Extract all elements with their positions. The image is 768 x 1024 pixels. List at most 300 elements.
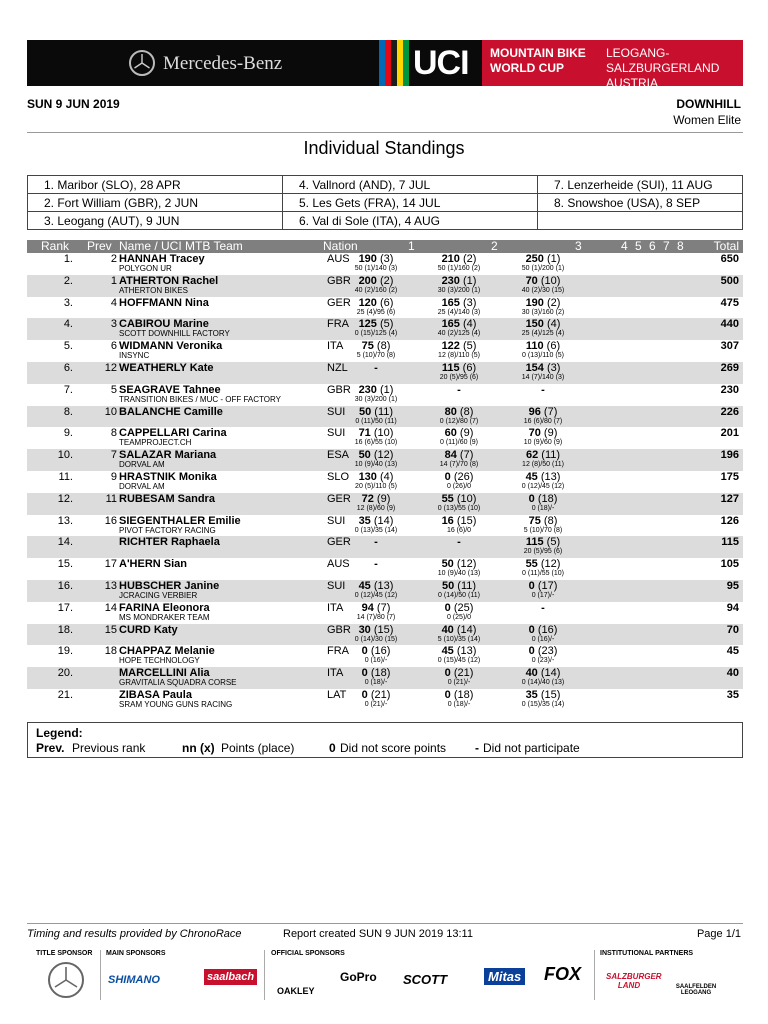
round-split-points: 0 (15)/35 (14) bbox=[521, 701, 565, 708]
rank: 2. bbox=[63, 274, 73, 287]
rank: 18. bbox=[57, 623, 73, 636]
total-points: 650 bbox=[720, 253, 739, 265]
points-value: 115 bbox=[441, 362, 460, 374]
rider-team: SCOTT DOWNHILL FACTORY bbox=[119, 329, 230, 339]
rider-team: DORVAL AM bbox=[119, 460, 165, 470]
points-place: (21) bbox=[453, 667, 474, 680]
round-split-points: 16 (6)/55 (10) bbox=[354, 439, 398, 447]
points-place: (1) bbox=[462, 274, 477, 287]
round-split-points: 10 (9)/40 (13) bbox=[354, 461, 398, 469]
round-split-points: 50 (1)/140 (3) bbox=[354, 265, 398, 272]
points-value: 96 bbox=[528, 405, 541, 418]
points-value: 190 bbox=[525, 296, 544, 309]
round-points bbox=[498, 384, 588, 396]
round-points bbox=[331, 493, 421, 505]
rider-nation: GER bbox=[327, 296, 351, 309]
venue-line-2: AUSTRIA bbox=[606, 76, 659, 90]
rank: 7. bbox=[63, 383, 73, 396]
report-created: Report created SUN 9 JUN 2019 13:11 bbox=[283, 928, 473, 940]
title-sponsor-label: TITLE SPONSOR bbox=[36, 950, 93, 957]
total-points: 127 bbox=[720, 492, 739, 505]
rider-name: HUBSCHER Janine bbox=[119, 580, 220, 592]
points-place: (11) bbox=[374, 405, 394, 418]
round-points bbox=[414, 689, 504, 701]
round-split-points: 0 (11)/55 (10) bbox=[522, 570, 564, 578]
table-row bbox=[27, 427, 743, 449]
points-place: (13) bbox=[540, 471, 561, 483]
round-split-points: 20 (5)/95 (6) bbox=[523, 548, 563, 556]
rider-nation: AUS bbox=[327, 558, 350, 571]
points-value: 55 bbox=[525, 558, 538, 571]
round-split-points: 0 (12)/80 (7) bbox=[439, 417, 479, 425]
points-place: (26) bbox=[453, 471, 474, 483]
previous-rank: 12 bbox=[104, 362, 117, 374]
header-divider bbox=[27, 132, 743, 133]
points-value: 50 bbox=[358, 405, 372, 418]
rank: 4. bbox=[63, 318, 73, 331]
sponsor-divider bbox=[264, 950, 265, 1000]
rider-nation: FRA bbox=[327, 645, 349, 658]
points-place: (18) bbox=[453, 689, 474, 701]
rank: 1. bbox=[63, 253, 73, 265]
round-points bbox=[331, 406, 421, 418]
points-value: 0 bbox=[444, 471, 451, 483]
round-split-points: 0 (13)/55 (10) bbox=[437, 504, 481, 512]
total-points: 500 bbox=[720, 274, 739, 287]
rider-name: HOFFMANN Nina bbox=[119, 296, 209, 309]
points-place: (8) bbox=[376, 340, 391, 353]
round-split-points: 0 (13)/35 (14) bbox=[354, 526, 398, 534]
round-points bbox=[331, 318, 421, 330]
rider-name: CHAPPAZ Melanie bbox=[119, 645, 215, 658]
rider-name: A'HERN Sian bbox=[119, 558, 188, 571]
standings-header bbox=[27, 240, 743, 253]
rider-name: SIEGENTHALER Emilie bbox=[119, 514, 241, 527]
round-split-points: 50 (1)/160 (2) bbox=[437, 265, 481, 272]
round-points bbox=[498, 362, 588, 374]
points-value: 0 bbox=[528, 580, 535, 592]
round-split-points: 16 (6)/0 bbox=[446, 526, 472, 534]
saalbach-logo: saalbach bbox=[204, 969, 257, 985]
round-points bbox=[414, 297, 504, 309]
legend-dash-key: - bbox=[475, 741, 479, 755]
points-value: 70 bbox=[525, 274, 538, 287]
round-split-points: 0 (12)/45 (12) bbox=[521, 483, 565, 490]
rider-name: WEATHERLY Kate bbox=[119, 362, 214, 374]
round-cell: 3. Leogang (AUT), 9 JUN bbox=[28, 212, 283, 230]
rider-nation: NZL bbox=[327, 362, 348, 374]
salzburgerland-logo: SALZBURGER LAND bbox=[606, 972, 662, 990]
table-row bbox=[27, 471, 743, 493]
points-place: (12) bbox=[540, 558, 561, 571]
points-value: 0 bbox=[361, 689, 368, 701]
round-points bbox=[331, 449, 421, 461]
rider-nation: FRA bbox=[327, 318, 349, 331]
round-points bbox=[331, 253, 421, 265]
table-row bbox=[27, 449, 743, 471]
main-sponsors-label: MAIN SPONSORS bbox=[106, 950, 166, 957]
points-value: 30 bbox=[358, 623, 371, 636]
points-place: (3) bbox=[546, 362, 561, 374]
points-place: (18) bbox=[537, 492, 558, 505]
points-value: 150 bbox=[525, 318, 544, 331]
rank: 6. bbox=[63, 362, 73, 374]
round-points bbox=[331, 689, 421, 701]
round-cell: 1. Maribor (SLO), 28 APR bbox=[28, 176, 283, 194]
previous-rank: 1 bbox=[110, 274, 117, 287]
points-value: 250 bbox=[525, 253, 544, 265]
round-cell: 7. Lenzerheide (SUI), 11 AUG bbox=[538, 176, 743, 194]
rider-nation: ITA bbox=[327, 667, 344, 680]
points-place: (11) bbox=[541, 449, 561, 462]
round-points bbox=[498, 253, 588, 265]
round-points bbox=[414, 515, 504, 527]
table-row bbox=[27, 384, 743, 406]
round-points bbox=[414, 645, 504, 657]
round-points bbox=[414, 624, 504, 636]
col-nation: Nation bbox=[323, 239, 358, 253]
rider-name: SALAZAR Mariana bbox=[119, 449, 217, 462]
total-points: 105 bbox=[720, 558, 739, 571]
round-split-points: 0 (13)/110 (5) bbox=[522, 352, 564, 360]
points-place: (15) bbox=[540, 689, 561, 701]
rounds-table bbox=[27, 175, 743, 230]
previous-rank: 18 bbox=[104, 645, 117, 658]
points-place: (1) bbox=[379, 383, 394, 396]
col-total: Total bbox=[713, 239, 739, 253]
table-row bbox=[27, 253, 743, 275]
round-points bbox=[498, 275, 588, 287]
legend-prev-key: Prev. bbox=[36, 741, 65, 755]
round-split-points: 0 (12)/45 (12) bbox=[354, 592, 398, 599]
round-points bbox=[498, 449, 588, 461]
rider-nation: SLO bbox=[327, 471, 350, 483]
table-row bbox=[27, 275, 743, 297]
rider-team: ATHERTON BIKES bbox=[119, 285, 188, 295]
round-split-points: 40 (2)/30 (15) bbox=[521, 286, 565, 294]
round-points bbox=[414, 362, 504, 374]
round-split-points: 12 (8)/50 (11) bbox=[522, 461, 564, 469]
points-value: 45 bbox=[525, 471, 538, 483]
mercedes-star-icon bbox=[129, 50, 155, 76]
table-row bbox=[27, 558, 743, 580]
round-split-points: 0 (18)/- bbox=[447, 701, 471, 708]
points-value: 0 bbox=[444, 689, 451, 701]
round-split-points: 0 (21)/- bbox=[447, 679, 471, 687]
round-points bbox=[414, 667, 504, 679]
points-place: (2) bbox=[462, 253, 477, 265]
total-points: 115 bbox=[721, 536, 739, 549]
points-value: 71 bbox=[358, 427, 371, 440]
round-points bbox=[414, 406, 504, 418]
points-place: (16) bbox=[370, 645, 391, 658]
round-points bbox=[498, 580, 588, 592]
total-points: 40 bbox=[726, 667, 739, 680]
rider-name: RUBESAM Sandra bbox=[119, 492, 215, 505]
legend-prev-desc: Previous rank bbox=[72, 741, 146, 755]
round-points bbox=[331, 471, 421, 483]
rider-name: ATHERTON Rachel bbox=[119, 274, 219, 287]
round-points bbox=[331, 515, 421, 527]
previous-rank: 8 bbox=[110, 427, 117, 440]
round-split-points: 0 (15)/45 (12) bbox=[437, 657, 481, 665]
points-value: 0 bbox=[444, 667, 451, 680]
points-place: (3) bbox=[379, 253, 394, 265]
event-date: SUN 9 JUN 2019 bbox=[27, 97, 120, 111]
points-value: 0 bbox=[361, 645, 368, 658]
round-points bbox=[414, 493, 504, 505]
rounds-row bbox=[28, 194, 743, 212]
round-points bbox=[414, 536, 504, 548]
points-place: (5) bbox=[462, 340, 477, 353]
points-value: 50 bbox=[441, 558, 454, 571]
points-value: - bbox=[374, 362, 378, 374]
col-round-3: 3 bbox=[575, 239, 582, 253]
rank: 21. bbox=[57, 689, 73, 701]
col-round-2: 2 bbox=[491, 239, 498, 253]
col-prev: Prev bbox=[87, 239, 112, 253]
previous-rank: 10 bbox=[104, 405, 117, 418]
points-value: 122 bbox=[441, 340, 460, 353]
rider-name: WIDMANN Veronika bbox=[119, 340, 223, 353]
round-split-points: 0 (26)/0 bbox=[446, 483, 472, 490]
points-value: 0 bbox=[528, 623, 535, 636]
points-place: (11) bbox=[457, 580, 477, 592]
rider-name: BALANCHE Camille bbox=[119, 405, 223, 418]
round-split-points: 0 (17)/- bbox=[531, 592, 555, 599]
col-round-1: 1 bbox=[408, 239, 415, 253]
round-split-points: 30 (3)/160 (2) bbox=[521, 308, 565, 316]
total-points: 94 bbox=[726, 601, 739, 614]
round-split-points: 0 (16)/- bbox=[364, 657, 388, 665]
round-split-points: 50 (1)/200 (1) bbox=[521, 265, 565, 272]
points-value: 94 bbox=[361, 601, 374, 614]
points-value: 210 bbox=[441, 253, 460, 265]
round-split-points: 0 (23)/- bbox=[531, 657, 555, 665]
round-points bbox=[331, 297, 421, 309]
points-value: 154 bbox=[525, 362, 544, 374]
points-value: - bbox=[457, 536, 461, 549]
rider-team: SRAM YOUNG GUNS RACING bbox=[119, 700, 233, 709]
rider-nation: ITA bbox=[327, 340, 344, 353]
rider-name: MARCELLINI Alia bbox=[119, 667, 210, 680]
total-points: 307 bbox=[720, 340, 739, 353]
rider-nation: SUI bbox=[327, 580, 346, 592]
points-value: 35 bbox=[358, 514, 371, 527]
round-points bbox=[331, 602, 421, 614]
previous-rank: 14 bbox=[104, 601, 117, 614]
round-points bbox=[331, 362, 421, 374]
rank: 10. bbox=[57, 449, 73, 462]
points-place: (4) bbox=[546, 318, 561, 331]
rider-nation: SUI bbox=[327, 427, 346, 440]
rider-nation: GBR bbox=[327, 623, 351, 636]
table-row bbox=[27, 602, 743, 624]
points-value: 110 bbox=[525, 340, 544, 353]
rider-name: HANNAH Tracey bbox=[119, 253, 205, 265]
legend-points-key: nn (x) bbox=[182, 741, 215, 755]
points-value: 0 bbox=[528, 645, 535, 658]
total-points: 475 bbox=[720, 296, 739, 309]
round-points bbox=[498, 667, 588, 679]
sponsor-divider bbox=[594, 950, 595, 1000]
rider-nation: AUS bbox=[327, 253, 350, 265]
round-split-points: 5 (10)/35 (14) bbox=[437, 635, 481, 643]
round-split-points: 5 (10)/70 (8) bbox=[523, 526, 563, 534]
rider-nation: SUI bbox=[327, 405, 346, 418]
rider-team: POLYGON UR bbox=[119, 264, 172, 273]
round-points bbox=[498, 427, 588, 439]
rider-nation: SUI bbox=[327, 514, 346, 527]
points-value: 0 bbox=[444, 601, 451, 614]
points-value: 45 bbox=[441, 645, 454, 658]
round-points bbox=[498, 558, 588, 570]
col-name: Name / UCI MTB Team bbox=[119, 239, 243, 253]
points-place: (9) bbox=[376, 492, 391, 505]
points-value: 50 bbox=[358, 449, 371, 462]
total-points: 175 bbox=[720, 471, 739, 483]
points-place: (18) bbox=[370, 667, 391, 680]
round-cell: 6. Val di Sole (ITA), 4 AUG bbox=[283, 212, 538, 230]
total-points: 196 bbox=[720, 449, 739, 462]
round-points bbox=[498, 297, 588, 309]
points-value: 55 bbox=[441, 492, 454, 505]
rounds-row bbox=[28, 212, 743, 230]
rider-name: CURD Katy bbox=[119, 623, 178, 636]
round-points bbox=[498, 689, 588, 701]
points-value: 40 bbox=[441, 623, 454, 636]
points-value: 230 bbox=[358, 383, 377, 396]
round-points bbox=[331, 384, 421, 396]
points-value: 120 bbox=[358, 296, 377, 309]
points-value: - bbox=[374, 536, 378, 549]
points-place: (16) bbox=[537, 623, 558, 636]
rider-name: HRASTNIK Monika bbox=[119, 471, 217, 483]
points-place: (6) bbox=[546, 340, 561, 353]
points-value: 0 bbox=[361, 667, 368, 680]
round-split-points: 20 (5)/95 (6) bbox=[439, 374, 479, 381]
round-split-points: 14 (7)/140 (3) bbox=[521, 374, 565, 381]
total-points: 226 bbox=[720, 405, 739, 418]
legend-zero-key: 0 bbox=[329, 741, 336, 755]
round-cell: 4. Vallnord (AND), 7 JUL bbox=[283, 176, 538, 194]
legend-box bbox=[27, 722, 743, 758]
points-value: 165 bbox=[441, 296, 460, 309]
discipline: DOWNHILL bbox=[676, 97, 741, 111]
points-place: (9) bbox=[459, 427, 474, 440]
points-value: 62 bbox=[525, 449, 539, 462]
round-split-points: 40 (2)/125 (4) bbox=[437, 330, 481, 338]
round-points bbox=[498, 602, 588, 614]
rank: 5. bbox=[63, 340, 73, 353]
rider-team: MS MONDRAKER TEAM bbox=[119, 612, 210, 622]
round-points bbox=[331, 427, 421, 439]
round-points bbox=[414, 471, 504, 483]
round-points bbox=[331, 580, 421, 592]
round-split-points: 0 (14)/40 (13) bbox=[521, 679, 565, 687]
points-place: (25) bbox=[453, 601, 474, 614]
points-place: (7) bbox=[459, 449, 474, 462]
points-place: (14) bbox=[456, 623, 477, 636]
points-place: (7) bbox=[376, 601, 391, 614]
legend-points-desc: Points (place) bbox=[221, 741, 295, 755]
rider-nation: ITA bbox=[327, 601, 344, 614]
round-points bbox=[498, 624, 588, 636]
points-value: - bbox=[541, 601, 545, 614]
points-place: (1) bbox=[546, 253, 561, 265]
rank: 20. bbox=[57, 667, 73, 680]
total-points: 230 bbox=[720, 383, 739, 396]
round-points bbox=[331, 667, 421, 679]
rank: 9. bbox=[63, 427, 73, 440]
points-value: 230 bbox=[441, 274, 460, 287]
table-row bbox=[27, 406, 743, 428]
rank: 12. bbox=[57, 492, 73, 505]
round-points bbox=[414, 580, 504, 592]
series-line-1: MOUNTAIN BIKE bbox=[490, 46, 586, 60]
saalfelden-leogang-logo: SAALFELDEN LEOGANG bbox=[675, 984, 717, 996]
previous-rank: 9 bbox=[110, 471, 117, 483]
round-points bbox=[414, 384, 504, 396]
points-value: 70 bbox=[528, 427, 541, 440]
round-points bbox=[414, 253, 504, 265]
previous-rank: 13 bbox=[104, 580, 117, 592]
round-split-points: 10 (9)/60 (9) bbox=[523, 439, 563, 447]
rider-name: ZIBASA Paula bbox=[119, 689, 192, 701]
round-points bbox=[414, 449, 504, 461]
rider-team: INSYNC bbox=[119, 351, 150, 361]
round-split-points: 0 (21)/- bbox=[364, 701, 388, 708]
oakley-logo: OAKLEY bbox=[277, 986, 315, 996]
points-value: 60 bbox=[444, 427, 457, 440]
rider-team: TRANSITION BIKES / MUC - OFF FACTORY bbox=[119, 394, 281, 404]
points-place: (2) bbox=[546, 296, 561, 309]
rider-nation: ESA bbox=[327, 449, 350, 462]
rank: 15. bbox=[57, 558, 73, 571]
total-points: 440 bbox=[720, 318, 739, 331]
points-place: (10) bbox=[373, 427, 394, 440]
points-place: (8) bbox=[459, 405, 474, 418]
points-place: (21) bbox=[370, 689, 391, 701]
round-split-points: 30 (3)/200 (1) bbox=[437, 286, 481, 294]
round-points bbox=[498, 340, 588, 352]
round-points bbox=[331, 624, 421, 636]
round-split-points: 10 (9)/40 (13) bbox=[437, 570, 481, 578]
points-value: - bbox=[541, 383, 545, 396]
mitas-logo: Mitas bbox=[484, 968, 525, 985]
rider-team: HOPE TECHNOLOGY bbox=[119, 656, 200, 666]
rider-nation: GER bbox=[327, 492, 351, 505]
points-value: 40 bbox=[525, 667, 538, 680]
round-points bbox=[498, 471, 588, 483]
round-points bbox=[414, 427, 504, 439]
points-place: (5) bbox=[546, 536, 561, 549]
col-rounds-4-8: 4 5 6 7 8 bbox=[621, 239, 686, 253]
round-points bbox=[414, 602, 504, 614]
rank: 17. bbox=[57, 601, 73, 614]
previous-rank: 2 bbox=[110, 253, 117, 265]
table-row bbox=[27, 340, 743, 362]
round-cell bbox=[538, 212, 743, 230]
round-split-points: 12 (8)/110 (5) bbox=[438, 352, 480, 360]
round-split-points: 30 (3)/200 (1) bbox=[354, 395, 398, 403]
points-value: 165 bbox=[441, 318, 460, 331]
points-place: (13) bbox=[456, 645, 477, 658]
points-place: (6) bbox=[462, 362, 477, 374]
points-value: - bbox=[457, 383, 461, 396]
mercedes-star-icon bbox=[48, 962, 84, 998]
points-value: 50 bbox=[441, 580, 455, 592]
